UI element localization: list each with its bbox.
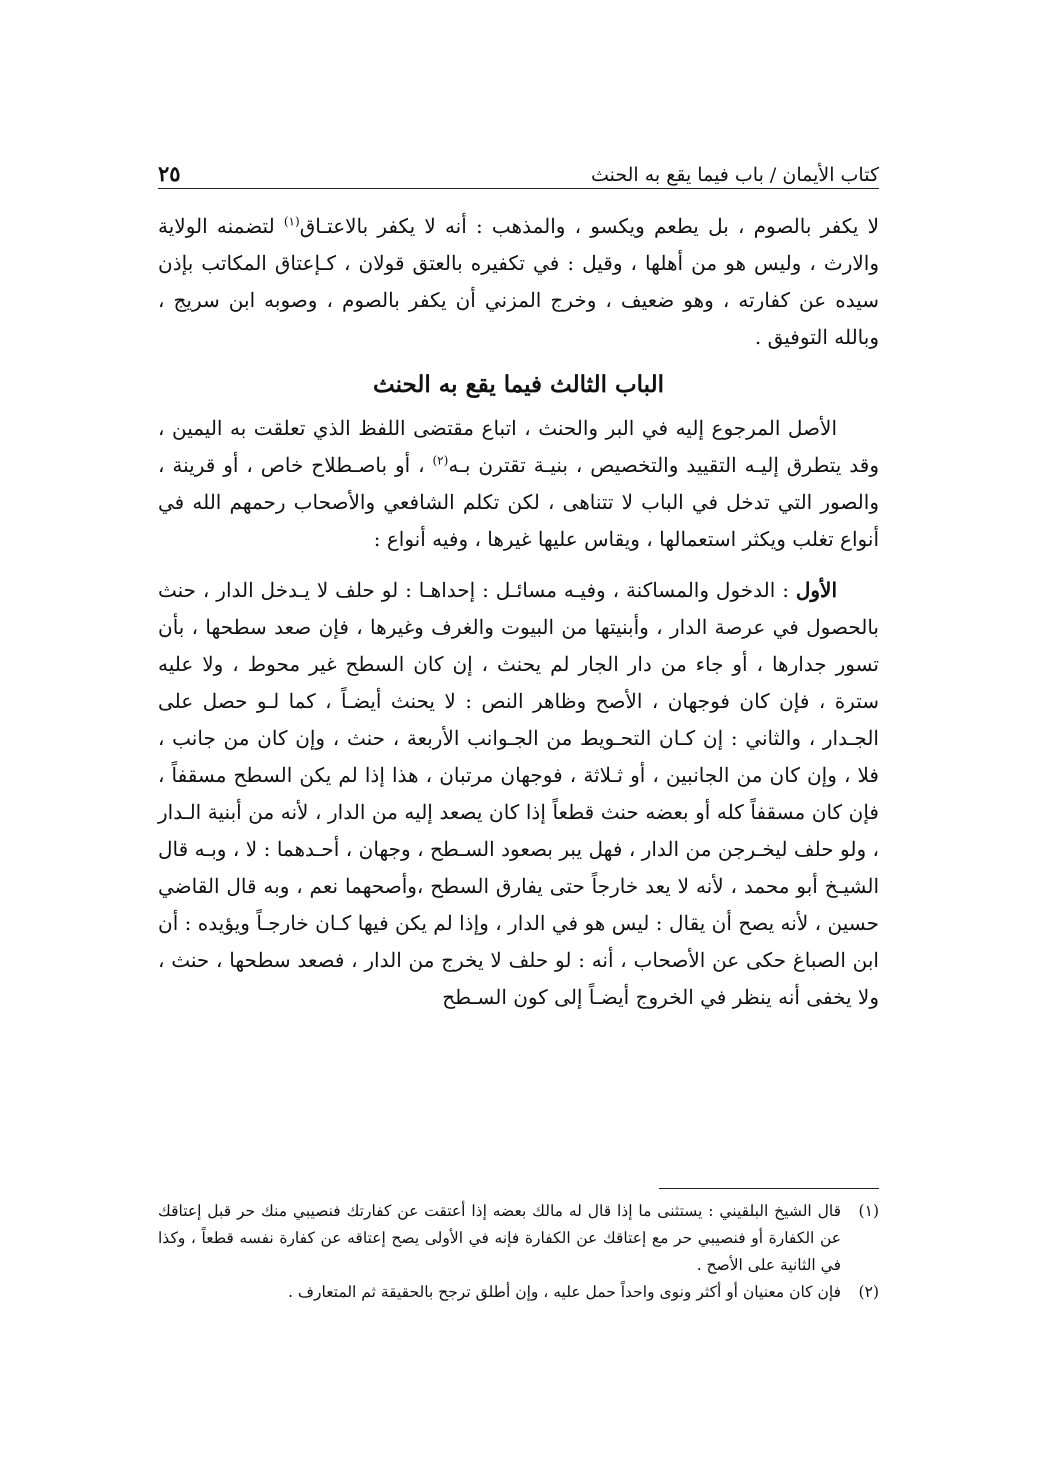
footnotes	[158, 1198, 879, 1306]
first-type-lead: الأول	[795, 578, 837, 602]
page-header	[158, 146, 879, 189]
running-title: كتاب الأيمان / باب فيما يقع به الحنث	[590, 164, 879, 186]
footnote-ref-1[interactable]: (١)	[283, 214, 300, 229]
paragraph-gap	[158, 558, 879, 572]
footnote-separator	[659, 1188, 879, 1189]
intro-text-1: لا يكفر بالصوم ، بل يطعم ويكسو ، والمذهب : أنه لا يكفر بالاعتـاق	[299, 214, 879, 238]
chapter-title: الباب الثالث فيما يقع به الحنث	[373, 371, 664, 398]
footnote-text: قال الشيخ البلقيني : يستثنى ما إذا قال له مالك بعضه إذا أعتقت عن كفارتك فنصيبي منك حر قبل إعتاقك عن الكفارة أو فنصيبي حر مع إعتاقك عن الكفارة فإنه في الأولى يصح إعتاقه عن كفارة نفسه قطعاً ، وكذا في الثانية على الأصح .	[158, 1202, 841, 1274]
page-number: ٢٥	[158, 161, 181, 186]
principle-text-1: الأصل المرجوع إليه في البر والحنث ، اتباع مقتضى اللفظ الذي تعلقت به اليمين ، وقد يتطرق إليـه التقييد والتخصيص ، بنيـة تقترن بـه	[158, 416, 879, 477]
intro-paragraph	[158, 208, 879, 356]
first-type-text: : الدخول والمساكنة ، وفيـه مسائـل : إحداهـا : لو حلف لا يـدخل الدار ، حنث بالحصول في عرصة الدار ، وأبنيتها من البيوت والغرف وغيرها ، فإن صعد سطحها ، بأن تسور جدارها ، أو جاء من دار الجار لم يحنث ، إن كان السطح غير محوط ، ولا عليه سترة ، فإن كان فوجهان ، الأصح وظاهر النص : لا يحنث أيضـاً ، كما لـو حصل على الجـدار ، والثاني : إن كـان التحـويط من الجـوانب الأربعة ، حنث ، وإن كان من جانب ، فلا ، وإن كان من الجانبين ، أو ثـلاثة ، فوجهان مرتبان ، هذا إذا لم يكن السطح مسقفاً ، فإن كان مسقفاً كله أو بعضه حنث قطعاً إذا كان يصعد إليه من الدار ، لأنه من أبنية الـدار ، ولو حلف ليخـرجن من الدار ، فهل يبر بصعود السـطح ، وجهان ، أحـدهما : لا ، وبـه قال الشيـخ أبو محمد ، لأنه لا يعد خارجاً حتى يفارق السطح ،وأصحهما نعم ، وبه قال القاضي حسين ، لأنه يصح أن يقال : ليس هو في الدار ، وإذا لم يكن فيها كـان خارجـاً ويؤيده : أن ابن الصباغ حكى عن الأصحاب ، أنه : لو حلف لا يخرج من الدار ، فصعد سطحها ، حنث ، ولا يخفى أنه ينظر في الخروج أيضـاً إلى كون السـطح	[158, 578, 879, 1009]
footnote-number: (٢)	[858, 1283, 879, 1301]
footnote-1	[158, 1198, 879, 1279]
footnote-2	[158, 1279, 879, 1306]
principle-paragraph	[158, 410, 879, 558]
principle-text-2: ، أو باصـطلاح خاص ، أو قرينة ، والصور التي تدخل في الباب لا تتناهى ، لكن تكلم الشافعي والأصحاب رحمهم الله في أنواع تغلب ويكثر استعمالها ، ويقاس عليها غيرها ، وفيه أنواع :	[158, 453, 879, 551]
footnote-ref-2[interactable]: (٢)	[432, 453, 449, 468]
intro-text-2: لتضمنه الولاية والارث ، وليس هو من أهلها ، وقيل : في تكفيره بالعتق قولان ، كـإعتاق المكاتب بإذن سيده عن كفارته ، وهو ضعيف ، وخرج المزني أن يكفر بالصوم ، وصوبه ابن سريج ، وبالله التوفيق .	[158, 214, 879, 349]
footnote-number: (١)	[858, 1202, 879, 1220]
page-body	[158, 208, 879, 1016]
first-type-paragraph	[158, 572, 879, 1016]
footnote-text: فإن كان معنيان أو أكثر ونوى واحداً حمل عليه ، وإن أطلق ترجح بالحقيقة ثم المتعارف .	[288, 1283, 841, 1301]
